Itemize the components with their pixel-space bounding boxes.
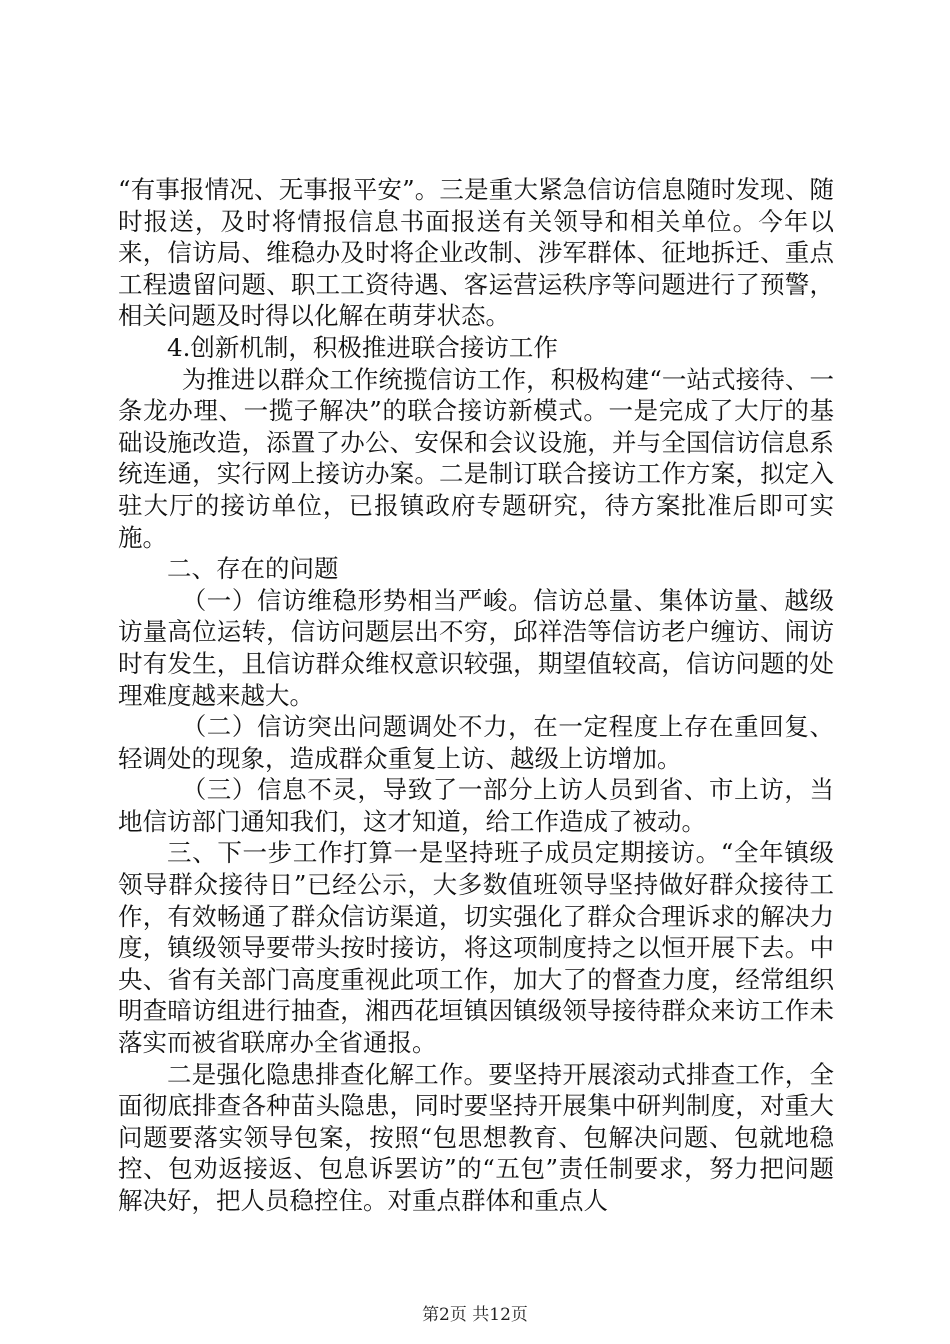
paragraph-1: “有事报情况、无事报平安”。三是重大紧急信访信息随时发现、随时报送，及时将情报信息书面报送有关领导和相关单位。今年以来，信访局、维稳办及时将企业改制、涉军群体、征地拆迁、重点工程遗留问题、职工工资待遇、客运营运秩序等问题进行了预警，相关问题及时得以化解在萌芽状态。 [118,175,834,331]
section-heading-problems: 二、存在的问题 [167,554,339,584]
paragraph-problem-3: （三）信息不灵，导致了一部分上访人员到省、市上访，当地信访部门通知我们，这才知道，给工作造成了被动。 [118,775,834,836]
paragraph-problem-2: （二）信访突出问题调处不力，在一定程度上存在重回复、轻调处的现象，造成群众重复上访、越级上访增加。 [118,712,834,773]
section-heading-4: 4.创新机制，积极推进联合接访工作 [167,332,558,362]
document-body [118,174,834,1217]
page-footer: 第2页 共12页 [422,1305,528,1325]
paragraph-problem-1: （一）信访维稳形势相当严峻。信访总量、集体访量、越级访量高位运转，信访问题层出不穷，邱祥浩等信访老户缠访、闹访时有发生，且信访群众维权意识较强，期望值较高，信访问题的处理难度越来越大。 [118,585,834,710]
paragraph-risk-screening: 二是强化隐患排查化解工作。要坚持开展滚动式排查工作，全面彻底排查各种苗头隐患，同时要坚持开展集中研判制度，对重大问题要落实领导包案，按照“包思想教育、包解决问题、包就地稳控、包劝返接返、包息诉罢访”的“五包”责任制要求，努力把问题解决好，把人员稳控住。对重点群体和重点人 [118,1059,834,1215]
paragraph-next-steps: 三、下一步工作打算一是坚持班子成员定期接访。“全年镇级领导群众接待日”已经公示，大多数值班领导坚持做好群众接待工作，有效畅通了群众信访渠道，切实强化了群众合理诉求的解决力度，镇级领导要带头按时接访，将这项制度持之以恒开展下去。中央、省有关部门高度重视此项工作，加大了的督查力度，经常组织明查暗访组进行抽查，湘西花垣镇因镇级领导接待群众来访工作未落实而被省联席办全省通报。 [118,838,834,1058]
paragraph-joint-reception: 为推进以群众工作统揽信访工作，积极构建“一站式接待、一条龙办理、一揽子解决”的联合接访新模式。一是完成了大厅的基础设施改造，添置了办公、安保和会议设施，并与全国信访信息系统连通，实行网上接访办案。二是制订联合接访工作方案，拟定入驻大厅的接访单位，已报镇政府专题研究，待方案批准后即可实施。 [118,364,834,552]
